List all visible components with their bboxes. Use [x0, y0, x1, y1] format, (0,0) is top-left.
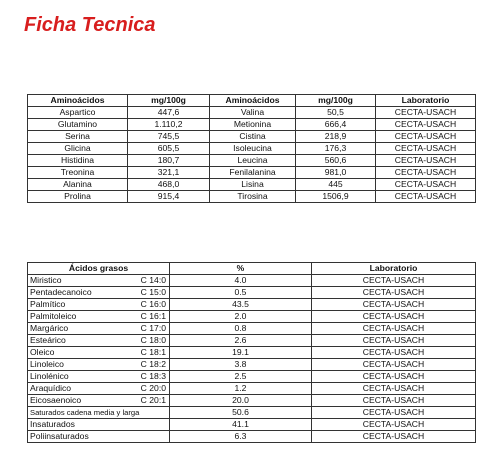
table-cell: Glutamino	[28, 119, 128, 131]
percent-cell: 0.5	[170, 287, 312, 299]
table-cell: 321,1	[128, 167, 210, 179]
percent-cell: 3.8	[170, 359, 312, 371]
column-header: mg/100g	[296, 95, 376, 107]
table-cell: CECTA-USACH	[376, 119, 476, 131]
table-row	[28, 347, 476, 359]
fatty-acid-name: Margárico	[30, 323, 69, 333]
fatty-acid-name: Linoleico	[30, 359, 64, 369]
table-row	[28, 359, 476, 371]
percent-cell: 20.0	[170, 395, 312, 407]
fatty-acid-name: Saturados cadena media y larga	[30, 408, 140, 417]
fatty-acid-code: C 20:0	[140, 383, 166, 393]
table-cell: CECTA-USACH	[376, 191, 476, 203]
fatty-acid-cell	[28, 323, 170, 335]
table-row	[28, 407, 476, 419]
fatty-acid-code: C 17:0	[140, 323, 166, 333]
table-cell: 445	[296, 179, 376, 191]
percent-cell: 2.0	[170, 311, 312, 323]
table-row	[28, 107, 476, 119]
table-cell: Isoleucina	[210, 143, 296, 155]
laboratory-cell: CECTA-USACH	[312, 371, 476, 383]
fatty-acid-name: Linolénico	[30, 371, 69, 381]
fatty-acid-cell	[28, 383, 170, 395]
table-cell: 666,4	[296, 119, 376, 131]
amino-body	[28, 107, 476, 203]
fatty-acid-code: C 14:0	[140, 275, 166, 285]
fatty-acid-cell	[28, 311, 170, 323]
amino-header-row	[28, 95, 476, 107]
fatty-acid-cell	[28, 347, 170, 359]
table-cell: CECTA-USACH	[376, 143, 476, 155]
fatty-acid-cell	[28, 287, 170, 299]
fatty-acid-name: Oleico	[30, 347, 55, 357]
fatty-acid-cell	[28, 431, 170, 443]
laboratory-cell: CECTA-USACH	[312, 335, 476, 347]
percent-cell: 2.6	[170, 335, 312, 347]
fatty-acid-name: Insaturados	[30, 419, 75, 429]
table-cell: Tirosina	[210, 191, 296, 203]
table-cell: Treonina	[28, 167, 128, 179]
laboratory-cell: CECTA-USACH	[312, 275, 476, 287]
table-cell: 468,0	[128, 179, 210, 191]
table-cell: CECTA-USACH	[376, 179, 476, 191]
laboratory-cell: CECTA-USACH	[312, 359, 476, 371]
fatty-acid-code: C 16:0	[140, 299, 166, 309]
fatty-acid-code: C 15:0	[140, 287, 166, 297]
table-cell: Serina	[28, 131, 128, 143]
table-row	[28, 155, 476, 167]
laboratory-cell: CECTA-USACH	[312, 419, 476, 431]
table-row	[28, 299, 476, 311]
fatty-acid-code: C 18:1	[140, 347, 166, 357]
table-row	[28, 335, 476, 347]
fatty-acid-name: Palmítico	[30, 299, 66, 309]
table-cell: 605,5	[128, 143, 210, 155]
table-cell: Prolina	[28, 191, 128, 203]
table-cell: 1.110,2	[128, 119, 210, 131]
fatty-acid-code: C 18:3	[140, 371, 166, 381]
table-cell: Aspartico	[28, 107, 128, 119]
column-header: Laboratorio	[312, 263, 476, 275]
fatty-acid-cell	[28, 275, 170, 287]
percent-cell: 19.1	[170, 347, 312, 359]
table-cell: 560,6	[296, 155, 376, 167]
column-header: Aminoácidos	[28, 95, 128, 107]
table-cell: 745,5	[128, 131, 210, 143]
fatty-acid-cell	[28, 371, 170, 383]
table-cell: Metionina	[210, 119, 296, 131]
fatty-acid-cell	[28, 359, 170, 371]
laboratory-cell: CECTA-USACH	[312, 287, 476, 299]
table-row	[28, 143, 476, 155]
laboratory-cell: CECTA-USACH	[312, 395, 476, 407]
table-cell: Cistina	[210, 131, 296, 143]
table-cell: 1506,9	[296, 191, 376, 203]
column-header: %	[170, 263, 312, 275]
fatty-acid-name: Araquídico	[30, 383, 72, 393]
fatty-acid-cell	[28, 335, 170, 347]
fatty-acids-table	[27, 262, 476, 443]
table-cell: CECTA-USACH	[376, 155, 476, 167]
fatty-acid-code: C 16:1	[140, 311, 166, 321]
laboratory-cell: CECTA-USACH	[312, 347, 476, 359]
table-cell: Alanina	[28, 179, 128, 191]
table-cell: 176,3	[296, 143, 376, 155]
fat-header-row	[28, 263, 476, 275]
table-row	[28, 323, 476, 335]
fatty-acid-cell	[28, 299, 170, 311]
table-row	[28, 395, 476, 407]
table-row	[28, 191, 476, 203]
fatty-acid-cell	[28, 407, 170, 419]
fatty-acid-name: Poliinsaturados	[30, 431, 89, 441]
table-row	[28, 275, 476, 287]
table-row	[28, 431, 476, 443]
percent-cell: 4.0	[170, 275, 312, 287]
table-row	[28, 371, 476, 383]
table-cell: Fenilalanina	[210, 167, 296, 179]
table-cell: Valina	[210, 107, 296, 119]
table-row	[28, 419, 476, 431]
table-cell: Glicina	[28, 143, 128, 155]
percent-cell: 0.8	[170, 323, 312, 335]
table-cell: CECTA-USACH	[376, 107, 476, 119]
table-cell: 981,0	[296, 167, 376, 179]
table-cell: CECTA-USACH	[376, 167, 476, 179]
table-row	[28, 119, 476, 131]
column-header: Ácidos grasos	[28, 263, 170, 275]
percent-cell: 2.5	[170, 371, 312, 383]
fatty-acid-name: Pentadecanoico	[30, 287, 92, 297]
percent-cell: 43.5	[170, 299, 312, 311]
table-cell: 218,9	[296, 131, 376, 143]
table-cell: 180,7	[128, 155, 210, 167]
page-title: Ficha Tecnica	[24, 14, 156, 36]
table-row	[28, 179, 476, 191]
table-row	[28, 287, 476, 299]
laboratory-cell: CECTA-USACH	[312, 431, 476, 443]
table-row	[28, 167, 476, 179]
laboratory-cell: CECTA-USACH	[312, 383, 476, 395]
fatty-acid-code: C 20:1	[140, 395, 166, 405]
percent-cell: 1.2	[170, 383, 312, 395]
percent-cell: 41.1	[170, 419, 312, 431]
table-cell: Leucina	[210, 155, 296, 167]
fatty-acid-cell	[28, 419, 170, 431]
laboratory-cell: CECTA-USACH	[312, 311, 476, 323]
table-row	[28, 311, 476, 323]
column-header: Aminoácidos	[210, 95, 296, 107]
table-cell: 50,5	[296, 107, 376, 119]
table-cell: Lisina	[210, 179, 296, 191]
laboratory-cell: CECTA-USACH	[312, 299, 476, 311]
fat-body	[28, 275, 476, 443]
table-row	[28, 131, 476, 143]
fatty-acid-code: C 18:0	[140, 335, 166, 345]
fatty-acid-name: Eicosaenoico	[30, 395, 82, 405]
column-header: mg/100g	[128, 95, 210, 107]
percent-cell: 50.6	[170, 407, 312, 419]
fatty-acid-name: Palmitoleico	[30, 311, 77, 321]
table-cell: 915,4	[128, 191, 210, 203]
fatty-acid-cell	[28, 395, 170, 407]
fatty-acid-name: Miristico	[30, 275, 62, 285]
fatty-acid-name: Esteárico	[30, 335, 66, 345]
laboratory-cell: CECTA-USACH	[312, 407, 476, 419]
fatty-acid-code: C 18:2	[140, 359, 166, 369]
percent-cell: 6.3	[170, 431, 312, 443]
column-header: Laboratorio	[376, 95, 476, 107]
table-cell: CECTA-USACH	[376, 131, 476, 143]
table-cell: 447,6	[128, 107, 210, 119]
amino-acids-table	[27, 94, 476, 203]
table-row	[28, 383, 476, 395]
table-cell: Histidina	[28, 155, 128, 167]
laboratory-cell: CECTA-USACH	[312, 323, 476, 335]
